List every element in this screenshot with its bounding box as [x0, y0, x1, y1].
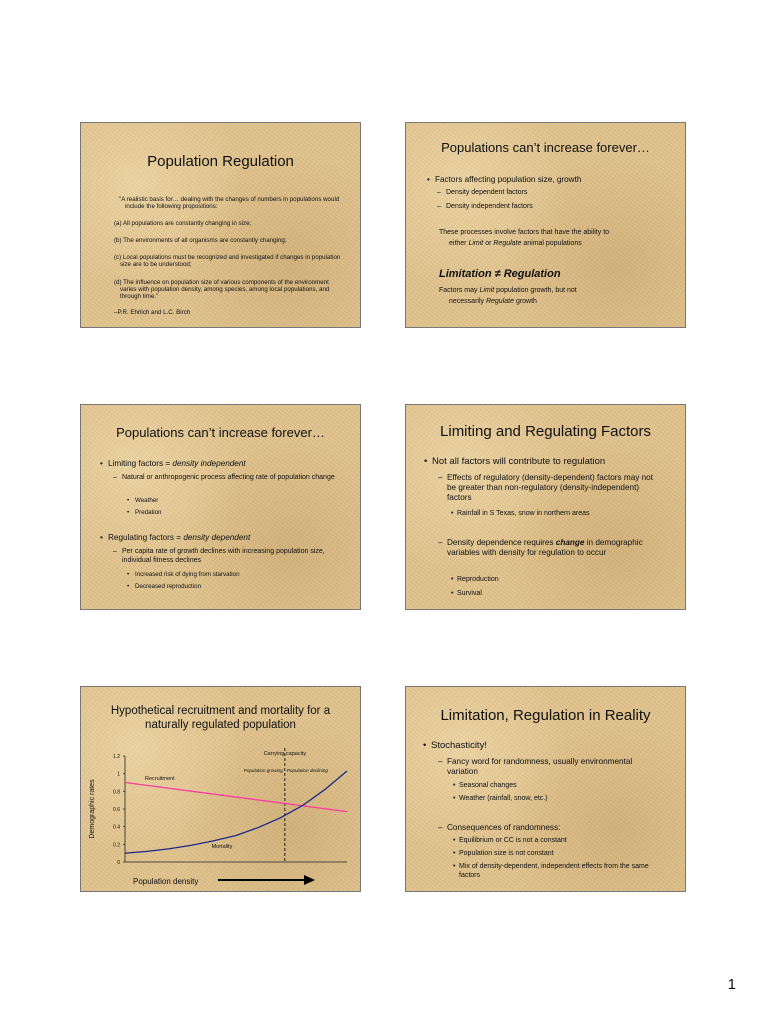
- carrying-capacity-label: Carrying capacity: [263, 751, 307, 757]
- slide-populations-cant-increase-2: [80, 404, 361, 610]
- limit-emphasis: Limit: [468, 240, 484, 247]
- slide-title: Limitation, Regulation in Reality: [440, 707, 651, 724]
- sub-per-capita: – Per capita rate of growth declines with increasing population size, individual fitness declines: [122, 548, 342, 565]
- x-axis-arrowhead: [304, 875, 315, 885]
- change-emphasis: change: [555, 538, 585, 547]
- series-line-mortality: [125, 771, 347, 853]
- sub-density-dependent: – Density dependent factors: [446, 189, 666, 198]
- y-axis-label: Demographic rates: [89, 779, 96, 839]
- item-weather: • Weather (rainfall, snow, etc.): [459, 795, 548, 804]
- population-growing-label: Population growing: [243, 768, 283, 773]
- y-tick-label: 0: [117, 860, 120, 866]
- limit-line-2: necessarily Regulate growth: [449, 298, 537, 305]
- y-tick-label: 0.2: [113, 842, 120, 849]
- slide-limiting-regulating: [405, 404, 686, 610]
- slide-title: Population Regulation: [147, 153, 294, 170]
- limitation-heading: Limitation ≠ Regulation: [439, 268, 561, 280]
- y-tick-label: 0.8: [113, 789, 120, 796]
- limit-line-1: Factors may Limit population growth, but not: [439, 287, 577, 294]
- sub-fancy-word: – Fancy word for randomness, usually environmental variation: [447, 757, 647, 777]
- x-axis-label: Population density: [133, 877, 199, 886]
- sub-effects-regulatory: – Effects of regulatory (density-dependent) factors may not be greater than non-regulatory (density-independent) factors: [447, 473, 662, 503]
- item-predation: • Predation: [135, 509, 162, 516]
- slide-title: Hypothetical recruitment and mortality for a naturally regulated population: [110, 705, 331, 731]
- item-population-size: • Population size is not constant: [459, 850, 554, 859]
- y-tick-label: 1.2: [113, 754, 120, 760]
- processes-line-2: either Limit or Regulate animal populations: [449, 240, 582, 247]
- quote-intro: "A realistic basis for… dealing with the changes of numbers in populations would include the following propositions:: [119, 196, 340, 211]
- processes-line-1: These processes involve factors that have the ability to: [439, 229, 610, 236]
- sub-density-independent: – Density independent factors: [446, 203, 666, 212]
- slide-population-regulation: [80, 122, 361, 328]
- item-starvation: • Increased risk of dying from starvation: [135, 571, 240, 578]
- slide-limitation-regulation-reality: [405, 686, 686, 892]
- bullet-regulating-factors: • Regulating factors = density dependent: [108, 533, 348, 543]
- mortality-label: Mortality: [211, 843, 233, 850]
- slide-title: Limiting and Regulating Factors: [440, 423, 651, 440]
- proposition-b: (b) The environments of all organisms are constantly changing;: [114, 237, 287, 244]
- recruitment-label: Recruitment: [144, 775, 175, 782]
- y-tick-label: 0.6: [113, 807, 120, 813]
- item-rainfall: • Rainfall in S Texas, snow in northern areas: [457, 510, 677, 519]
- proposition-c: (c) Local populations must be recognized and investigated if changes in population size are to be understood;: [114, 254, 341, 269]
- page-number: 1: [727, 976, 736, 993]
- population-declining-label: Population declining: [286, 768, 328, 773]
- slide-recruitment-mortality-chart: [80, 686, 361, 892]
- sub-natural-process: – Natural or anthropogenic process affecting rate of population change: [122, 474, 342, 483]
- bullet-limiting-factors: • Limiting factors = density independent: [108, 459, 348, 469]
- quote-attribution: –P.R. Ehrlich and L.C. Birch: [114, 309, 191, 316]
- proposition-a: (a) All populations are constantly changing in size;: [114, 220, 252, 227]
- y-tick-label: 1: [117, 771, 120, 778]
- item-reproduction: • Reproduction: [457, 576, 499, 585]
- item-seasonal: • Seasonal changes: [459, 782, 517, 791]
- slide-populations-cant-increase-1: [405, 122, 686, 328]
- item-mix-effects: • Mix of density-dependent, independent effects from the same factors: [459, 863, 649, 880]
- y-tick-label: 0.4: [113, 824, 120, 831]
- slide-title: Populations can’t increase forever…: [116, 425, 325, 440]
- bullet-not-all-factors: • Not all factors will contribute to regulation: [432, 456, 682, 468]
- proposition-d: (d) The influence on population size of various components of the environment varies with population density, among species, among local populations, and through time.": [114, 279, 330, 301]
- item-survival: • Survival: [457, 590, 482, 599]
- item-equilibrium: • Equilibrium or CC is not a constant: [459, 837, 567, 846]
- slide-title: Populations can’t increase forever…: [441, 140, 650, 155]
- bullet-factors: • Factors affecting population size, growth: [435, 175, 675, 185]
- bullet-stochasticity: • Stochasticity!: [431, 740, 671, 752]
- chart: [81, 687, 361, 892]
- item-reproduction: • Decreased reproduction: [135, 583, 201, 590]
- sub-consequences: – Consequences of randomness:: [447, 823, 667, 833]
- sub-density-dependence: – Density dependence requires change in demographic variables with density for regulation to occur: [447, 538, 662, 558]
- item-weather: • Weather: [135, 497, 158, 504]
- regulate-emphasis: Regulate: [493, 240, 522, 247]
